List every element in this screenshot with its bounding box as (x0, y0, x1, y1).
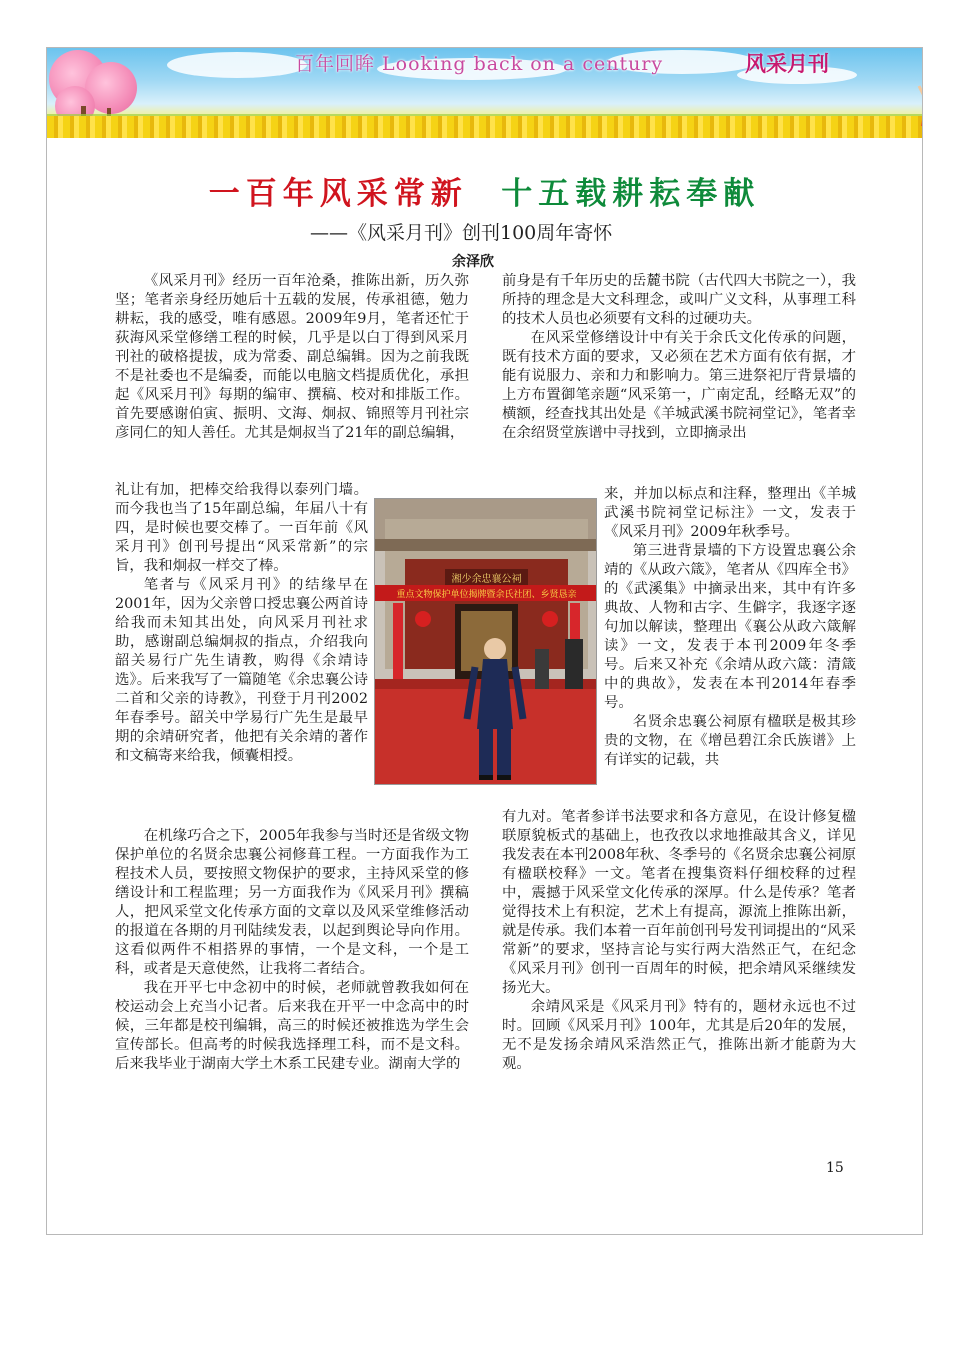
dancing-girl-illustration (915, 68, 922, 138)
page-number: 15 (826, 1160, 844, 1176)
paragraph: 《风采月刊》经历一百年沧桑，推陈出新，历久弥坚；笔者亲身经历她后十五载的发展，传承祖德，勉力耕耘，我的感受，唯有感恩。2009年9月，笔者还忙于荻海风采堂修缮工程的时候，几乎是以白丁得到风采月刊社的破格提拔，成为常委、副总编辑。因为之前我既不是社委也不是编委，而能以电脑文档提质优化，承担起《风采月刊》每期的编审、撰稿、校对和排版工作。首先要感谢伯寅、振明、文海、炯叔、锦照等月刊社宗彦同仁的知人善任。尤其是炯叔当了21年的副总编辑， (115, 273, 469, 441)
ancestral-hall-photo (375, 499, 597, 785)
paragraph: 在风采堂修缮设计中有关于余氏文化传承的问题，既有技术方面的要求，又必须在艺术方面有依有据，才能有说服力、亲和力和影响力。第三进祭祀厅背景墙的上方布置御笔亲题“风采第一，广南定乱，经略无双”的横额，经查找其出处是《羊城武溪书院祠堂记》，笔者幸在余绍贤堂族谱中寻找到，立即摘录出 (502, 330, 856, 441)
paragraph: 前身是有千年历史的岳麓书院（古代四大书院之一），我所持的理念是大文科理念，或叫广义文科，从事理工科的技术人员也必须要有文科的过硬功夫。 (502, 273, 856, 327)
photo-banner-text: 重点文物保护单位揭牌暨余氏社团、乡贤恳亲 (396, 590, 577, 600)
title-part-2: 十五载耕耘奉献 (501, 176, 761, 212)
paragraph: 第三进背景墙的下方设置忠襄公余靖的《从政六箴》，笔者从《四库全书》的《武溪集》中摘录出来，其中有许多典故、人物和古字、生僻字，我逐字逐句加以解读，整理出《襄公从政六箴解读》一文，发表于本刊2009年冬季号。后来又补充《余靖从政六箴：清箴中的典故》，发表在本刊2014年春季号。 (604, 543, 856, 711)
right-column-top (502, 272, 856, 443)
paragraph: 名贤余忠襄公祠原有楹联是极其珍贵的文物，在《增邑碧江余氏族谱》上有详实的记载，共 (604, 714, 856, 768)
left-column-bottom (115, 827, 469, 1074)
gate-plaque-text: 湘少余忠襄公祠 (451, 574, 522, 585)
paragraph: 来，并加以标点和注释，整理出《羊城武溪书院祠堂记标注》一文，发表于《风采月刊》2009年秋季号。 (604, 486, 856, 540)
article-author: 余泽欣 (452, 254, 494, 270)
right-column-wrap (604, 485, 856, 770)
paragraph: 余靖风采是《风采月刊》特有的，题材永远也不过时。回顾《风采月刊》100年，尤其是后20年的发展，无不是发扬余靖风采浩然正气，推陈出新才能蔚为大观。 (502, 999, 856, 1072)
paragraph: 在机缘巧合之下，2005年我参与当时还是省级文物保护单位的名贤余忠襄公祠修葺工程。一方面我作为工程技术人员，要按照文物保护的要求，主持风采堂的修缮设计和工程监理；另一方面我作为《风采月刊》撰稿人，把风采堂文化传承方面的文章以及风采堂维修活动的报道在各期的月刊陆续发表，以起到舆论导向作用。这看似两件不相搭界的事情，一个是文科，一个是工科，或者是天意使然，让我将二者结合。 (115, 828, 469, 977)
paragraph: 我在开平七中念初中的时候，老师就曾教我如何在校运动会上充当小记者。后来我在开平一中念高中的时候，三年都是校刊编辑，高三的时候还被推选为学生会宣传部长。但高考的时候我选择理工科，而不是文科。后来我毕业于湖南大学土木系工民建专业。湖南大学的 (115, 980, 469, 1072)
paragraph: 笔者与《风采月刊》的结缘早在2001年，因为父亲曾口授忠襄公两首诗给我而未知其出处，向风采月刊社求助，感谢副总编炯叔的指点，介绍我向韶关易行广先生请教，购得《余靖诗选》。后来我写了一篇随笔《余忠襄公诗二首和父亲的诗教》，刊登于月刊2002年春季号。韶关中学易行广先生是最早期的余靖研究者，他把有关余靖的著作和文稿寄来给我，倾囊相授。 (115, 577, 368, 764)
right-column-bottom (502, 808, 856, 1074)
left-column-top (115, 272, 469, 443)
paragraph: 有九对。笔者参详书法要求和各方意见，在设计修复楹联原貌板式的基础上，也孜孜以求地推敲其含义，详见我发表在本刊2008年秋、冬季号的《名贤余忠襄公祠原有楹联校释》一文。笔者在搜集资料仔细校释的过程中，震撼于风采堂文化传承的深厚。什么是传承？笔者觉得技术上有积淀，艺术上有提高，源流上推陈出新，就是传承。我们本着一百年前创刊号发刊词提出的“风采常新”的要求，坚持言论与实行两大浩然正气，在纪念《风采月刊》创刊一百周年的时候，把余靖风采继续发扬光大。 (502, 809, 856, 996)
article-subtitle: ——《风采月刊》创刊100周年寄怀 (310, 222, 613, 244)
article-title (0, 168, 969, 213)
magazine-brand: 风采月刊 (745, 52, 829, 76)
left-column-wrap (115, 481, 368, 766)
section-header: 百年回眸 Looking back on a century (295, 53, 664, 75)
title-part-1: 一百年风采常新 (208, 176, 468, 212)
paragraph: 礼让有加，把棒交给我得以泰列门墙。而今我也当了15年副总编，年届八十有四，是时候也要交棒了。一百年前《风采月刊》创刊号提出“风采常新”的宗旨，我和炯叔一样交了棒。 (115, 482, 368, 574)
article-photo (374, 498, 597, 785)
